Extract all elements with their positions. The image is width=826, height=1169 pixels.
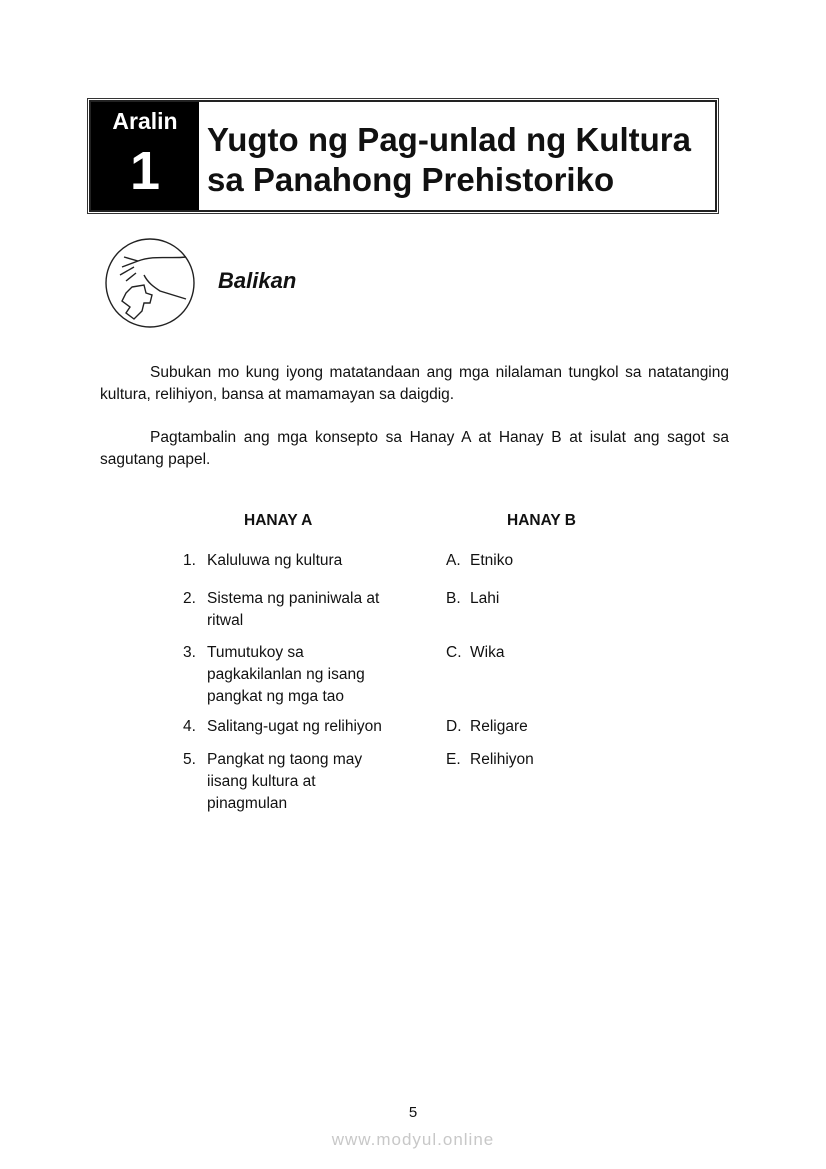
item-text: Salitang-ugat ng relihiyon xyxy=(207,718,382,735)
item-number: 2. xyxy=(183,590,196,607)
item-text: Pangkat ng taong may iisang kultura at pinagmulan xyxy=(207,751,363,812)
item-number: 1. xyxy=(183,552,196,569)
lesson-badge xyxy=(91,102,199,210)
item-text: Tumutukoy sa pagkakilanlan ng isang pangkat ng mga tao xyxy=(207,644,365,705)
lesson-number: 1 xyxy=(129,141,161,201)
title-line-2: sa Panahong Prehistoriko xyxy=(207,161,615,198)
item-text: Wika xyxy=(470,644,505,661)
item-letter: A. xyxy=(446,552,461,569)
section-title: Balikan xyxy=(218,268,297,293)
item-number: 4. xyxy=(183,718,196,735)
column-header-b: HANAY B xyxy=(507,512,576,529)
item-letter: B. xyxy=(446,590,461,607)
item-letter: D. xyxy=(446,718,462,735)
paragraph-1: Subukan mo kung iyong matatandaan ang mga nilalaman tungkol sa natatanging kultura, relihiyon, bansa at mamamayan sa daigdig. xyxy=(100,364,729,403)
watermark: www.modyul.online xyxy=(331,1130,495,1149)
item-text: Religare xyxy=(470,718,528,735)
page-number: 5 xyxy=(408,1104,418,1121)
item-text: Kaluluwa ng kultura xyxy=(207,552,343,569)
item-number: 5. xyxy=(183,751,196,768)
lesson-header xyxy=(89,100,717,212)
item-letter: C. xyxy=(446,644,462,661)
item-text: Relihiyon xyxy=(470,751,534,768)
item-letter: E. xyxy=(446,751,461,768)
column-header-a: HANAY A xyxy=(244,512,313,529)
lesson-title xyxy=(207,120,691,200)
item-number: 3. xyxy=(183,644,196,661)
item-text: Lahi xyxy=(470,590,500,607)
lesson-label: Aralin xyxy=(112,108,178,134)
paragraph-2: Pagtambalin ang mga konsepto sa Hanay A at Hanay B at isulat ang sagot sa sagutang papel. xyxy=(100,429,729,468)
item-text: Etniko xyxy=(470,552,514,569)
hand-puzzle-icon xyxy=(104,237,196,334)
item-text: Sistema ng paniniwala at ritwal xyxy=(207,590,380,629)
title-line-1: Yugto ng Pag-unlad ng Kultura xyxy=(207,121,691,158)
